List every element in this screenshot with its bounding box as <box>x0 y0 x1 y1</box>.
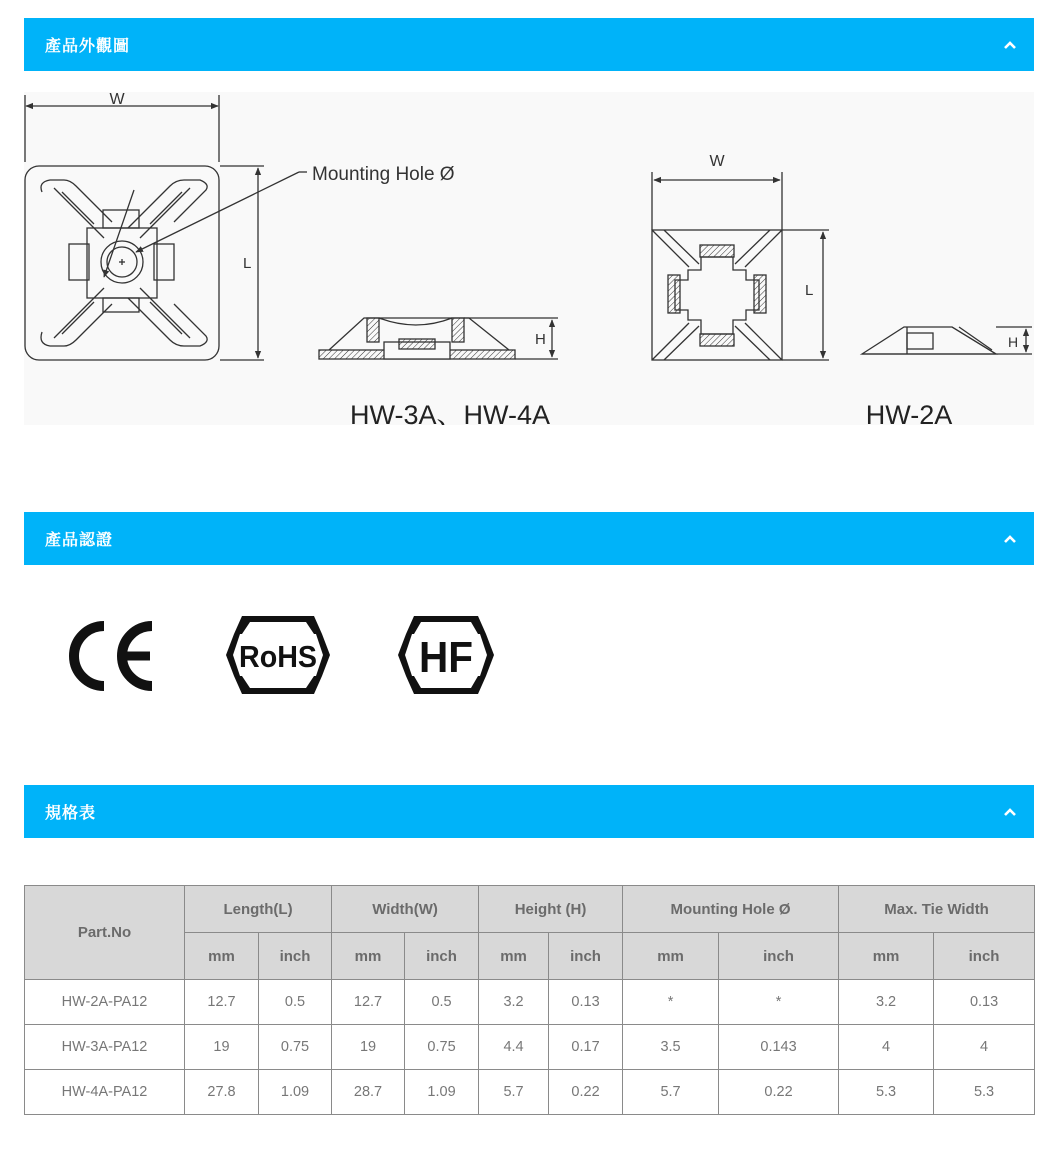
model-label-right: HW-2A <box>865 400 953 425</box>
unit-header: inch <box>549 933 623 980</box>
table-cell: 28.7 <box>332 1070 405 1115</box>
part-no-cell: HW-4A-PA12 <box>25 1070 185 1115</box>
rohs-logo <box>222 612 334 698</box>
model-label-left: HW-3A、HW-4A <box>349 400 551 425</box>
dim-h-label-right: H <box>1008 334 1019 350</box>
table-cell: 0.143 <box>719 1025 839 1070</box>
table-cell: 0.13 <box>549 980 623 1025</box>
table-header-row <box>25 886 1035 933</box>
column-header-height: Height (H) <box>479 886 623 933</box>
table-cell: 5.3 <box>839 1070 934 1115</box>
unit-header: mm <box>332 933 405 980</box>
table-cell: 5.7 <box>623 1070 719 1115</box>
chevron-up-icon[interactable] <box>1002 37 1018 53</box>
table-cell: 0.75 <box>405 1025 479 1070</box>
product-drawing <box>24 92 1034 425</box>
unit-header: inch <box>934 933 1035 980</box>
section-title: 產品外觀圖 <box>45 36 131 55</box>
hw2a-top-view <box>652 172 829 360</box>
table-cell: 12.7 <box>185 980 259 1025</box>
unit-header: inch <box>259 933 332 980</box>
table-cell: 1.09 <box>259 1070 332 1115</box>
table-cell: 3.5 <box>623 1025 719 1070</box>
table-cell: 0.22 <box>549 1070 623 1115</box>
table-cell: * <box>623 980 719 1025</box>
table-row <box>25 1025 1035 1070</box>
table-cell: 1.09 <box>405 1070 479 1115</box>
unit-header: mm <box>839 933 934 980</box>
hw2a-side-view <box>862 327 1032 354</box>
dim-l-label-right: L <box>805 282 814 299</box>
spec-table <box>24 885 1035 1115</box>
unit-header: mm <box>479 933 549 980</box>
table-cell: 3.2 <box>839 980 934 1025</box>
table-cell: 5.3 <box>934 1070 1035 1115</box>
unit-header: mm <box>185 933 259 980</box>
column-header-width: Width(W) <box>332 886 479 933</box>
column-header-part-no: Part.No <box>25 886 185 980</box>
hw3a-top-view <box>25 95 307 360</box>
section-title: 產品認證 <box>45 530 114 549</box>
unit-header: mm <box>623 933 719 980</box>
table-cell: 5.7 <box>479 1070 549 1115</box>
section-title: 規格表 <box>45 803 97 822</box>
part-no-cell: HW-3A-PA12 <box>25 1025 185 1070</box>
dim-l-label-left: L <box>243 255 252 272</box>
unit-header: inch <box>405 933 479 980</box>
table-cell: 12.7 <box>332 980 405 1025</box>
dim-w-label-left: W <box>109 92 125 108</box>
hf-logo <box>394 612 498 698</box>
table-cell: 0.5 <box>259 980 332 1025</box>
table-cell: 4 <box>839 1025 934 1070</box>
hw3a-side-view <box>319 318 558 359</box>
section-header-certification[interactable] <box>24 512 1034 565</box>
dim-h-label-left: H <box>535 331 546 348</box>
table-cell: 0.17 <box>549 1025 623 1070</box>
table-row <box>25 1070 1035 1115</box>
section-header-spec[interactable] <box>24 785 1034 838</box>
table-cell: 0.5 <box>405 980 479 1025</box>
table-cell: 4.4 <box>479 1025 549 1070</box>
section-header-appearance[interactable] <box>24 18 1034 71</box>
table-cell: 19 <box>185 1025 259 1070</box>
column-header-mounting-hole: Mounting Hole Ø <box>623 886 839 933</box>
table-row <box>25 980 1035 1025</box>
column-header-max-tie-width: Max. Tie Width <box>839 886 1035 933</box>
unit-header: inch <box>719 933 839 980</box>
product-drawing-svg <box>24 92 1034 425</box>
table-cell: 19 <box>332 1025 405 1070</box>
part-no-cell: HW-2A-PA12 <box>25 980 185 1025</box>
table-cell: 4 <box>934 1025 1035 1070</box>
chevron-up-icon[interactable] <box>1002 531 1018 547</box>
table-cell: 27.8 <box>185 1070 259 1115</box>
ce-mark-logo <box>60 612 160 698</box>
mounting-hole-label: Mounting Hole Ø <box>312 164 455 185</box>
table-cell: * <box>719 980 839 1025</box>
hf-logo-text: HF <box>419 633 473 682</box>
table-cell: 0.13 <box>934 980 1035 1025</box>
table-cell: 3.2 <box>479 980 549 1025</box>
table-cell: 0.22 <box>719 1070 839 1115</box>
rohs-logo-text: RoHS <box>239 639 317 674</box>
table-cell: 0.75 <box>259 1025 332 1070</box>
dim-w-label-right: W <box>709 153 725 170</box>
column-header-length: Length(L) <box>185 886 332 933</box>
chevron-up-icon[interactable] <box>1002 804 1018 820</box>
